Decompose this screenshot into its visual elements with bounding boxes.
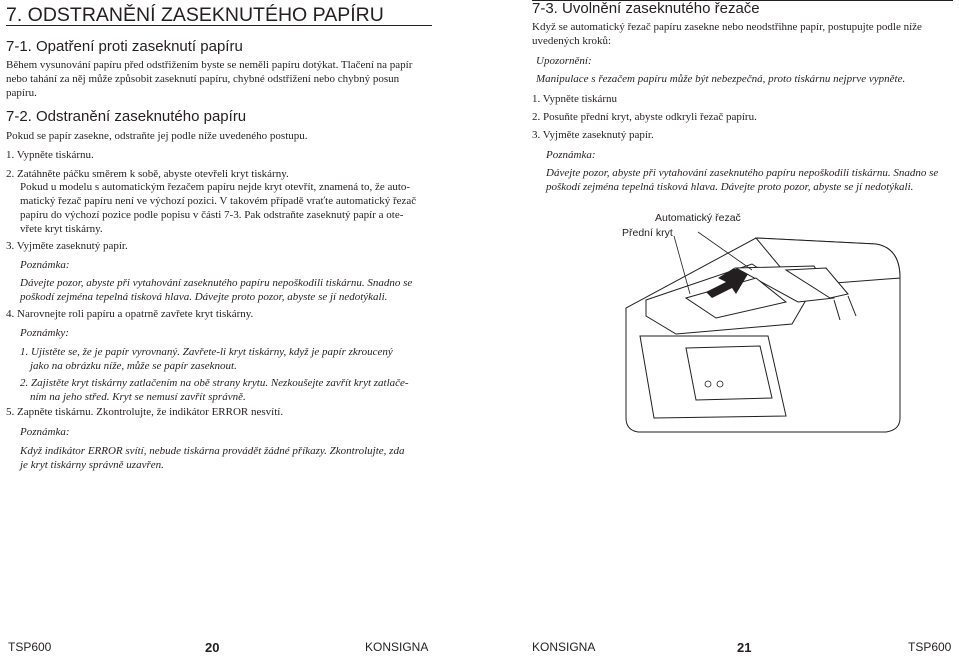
figure-label-cutter: Automatický řezač: [655, 212, 741, 224]
note-text: poškodí zejména tepelná tisková hlava. Dávejte proto pozor, abyste se jí nedotýkali.: [546, 181, 914, 193]
step-1: 1. Vypněte tiskárnu: [532, 93, 618, 105]
note-text: Dávejte pozor, abyste při vytahování zaseknutého papíru nepoškodili tiskárnu. Snadno se: [546, 167, 939, 179]
note-text: poškodí zejména tepelná tisková hlava. Dávejte proto pozor, abyste se jí nedotýkali.: [20, 291, 388, 303]
step-2: 2. Zatáhněte páčku směrem k sobě, abyste otevřeli kryt tiskárny.: [6, 168, 289, 180]
printer-illustration: [586, 208, 920, 440]
s71-line: papíru.: [6, 87, 37, 99]
note-label: Poznámka:: [20, 426, 70, 438]
step-2-detail: vřete kryt tiskárny.: [20, 223, 103, 235]
step-2-detail: matický řezač papíru není ve výchozí pozici. V takovém případě vraťte automatický řezač: [20, 195, 417, 207]
note-text: Když indikátor ERROR svítí, nebude tiskárna provádět žádné příkazy. Zkontrolujte, zda: [20, 445, 405, 457]
footer-brand-right: KONSIGNA: [532, 640, 596, 654]
step-2-detail: Pokud u modelu s automatickým řezačem papíru nejde kryt otevřít, znamená to, že auto-: [20, 181, 411, 193]
s73-intro: Když se automatický řezač papíru zasekne nebo neodstřihne papír, postupujte podle níže: [532, 21, 922, 33]
note-b: 2. Zajistěte kryt tiskárny zatlačením na obě strany krytu. Nezkoušejte zavřít kryt zatlače-: [20, 377, 409, 389]
note-a: 1. Ujistěte se, že je papír vyrovnaný. Zavřete-li kryt tiskárny, když je papír zkroucený: [20, 346, 393, 358]
notes-label: Poznámky:: [20, 327, 69, 339]
note-label: Poznámka:: [546, 149, 596, 161]
page-number-left: 20: [205, 640, 220, 655]
note-text: je kryt tiskárny správně uzavřen.: [20, 459, 164, 471]
section-7-2-heading: 7-2. Odstranění zaseknutého papíru: [6, 108, 247, 125]
section-7-3-heading: 7-3. Uvolnění zaseknutého řezače: [532, 0, 760, 17]
chapter-title: 7. ODSTRANĚNÍ ZASEKNUTÉHO PAPÍRU: [6, 4, 384, 26]
s73-intro: uvedených kroků:: [532, 35, 612, 47]
note-text: Dávejte pozor, abyste při vytahování zaseknutého papíru nepoškodili tiskárnu. Snadno se: [20, 277, 413, 289]
s71-line: Během vysunování papíru před odstřižením byste se neměli papíru dotýkat. Tlačení na papír: [6, 59, 413, 71]
footer-brand-left: KONSIGNA: [365, 640, 429, 654]
step-1: 1. Vypněte tiskárnu.: [6, 149, 94, 161]
warning-label: Upozornění:: [536, 55, 592, 67]
title-rule: [6, 25, 432, 26]
step-3: 3. Vyjměte zaseknutý papír.: [6, 240, 128, 252]
note-label: Poznámka:: [20, 259, 70, 271]
step-2-detail: papíru do výchozí pozice podle popisu v části 7-3. Pak odstraňte zaseknutý papír a ote-: [20, 209, 404, 221]
step-4: 4. Narovnejte roli papíru a opatrně zavřete kryt tiskárny.: [6, 308, 254, 320]
step-3: 3. Vyjměte zaseknutý papír.: [532, 129, 654, 141]
footer-model-left: TSP600: [8, 640, 52, 654]
step-2: 2. Posuňte přední kryt, abyste odkryli řezač papíru.: [532, 111, 757, 123]
s71-line: nebo tahání za něj může způsobit zaseknutí papíru, chybné odstřižení nebo chybný posun: [6, 73, 400, 85]
page-number-right: 21: [737, 640, 752, 655]
footer-model-right: TSP600: [908, 640, 952, 654]
figure-label-front-cover: Přední kryt: [622, 227, 673, 239]
step-5: 5. Zapněte tiskárnu. Zkontrolujte, že indikátor ERROR nesvítí.: [6, 406, 284, 418]
s72-intro: Pokud se papír zasekne, odstraňte jej podle níže uvedeného postupu.: [6, 130, 308, 142]
warning-text: Manipulace s řezačem papíru může být nebezpečná, proto tiskárnu nejprve vypněte.: [536, 73, 906, 85]
section-7-1-heading: 7-1. Opatření proti zaseknutí papíru: [6, 38, 243, 55]
note-a: jako na obrázku níže, může se papír zaseknout.: [30, 360, 237, 372]
note-b: ním na jeho střed. Kryt se nemusí zavřít správně.: [30, 391, 246, 403]
